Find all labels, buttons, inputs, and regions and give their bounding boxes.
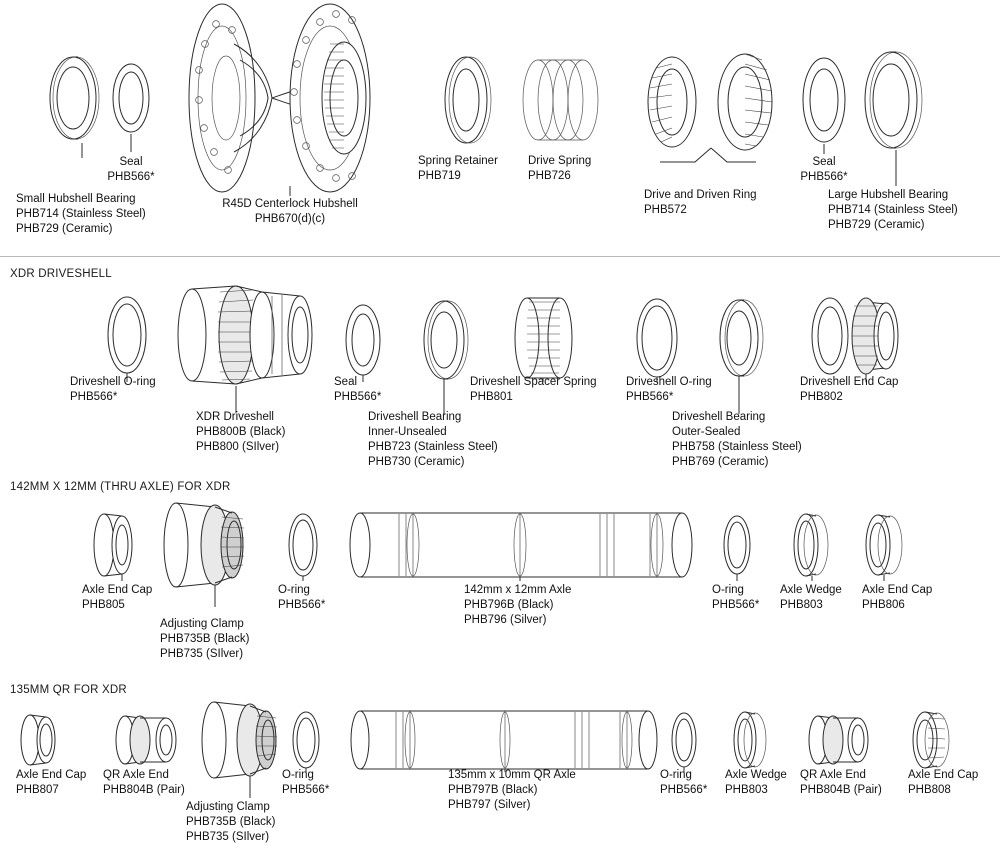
hubshell-art	[189, 4, 370, 192]
section-divider-1	[0, 256, 1000, 257]
leader-drive-ring-b	[711, 148, 756, 162]
caption-driveshell-seal	[334, 375, 381, 405]
caption-line: PHB796B (Black)	[464, 599, 554, 611]
caption-line: PHB803	[780, 599, 823, 611]
caption-small-hubshell-bearing	[16, 192, 146, 237]
caption-line: PHB735 (SIlver)	[186, 831, 270, 843]
caption-line: Axle Wedge	[780, 584, 842, 596]
caption-line: PHB566*	[626, 391, 674, 403]
caption-line: PHB801	[470, 391, 513, 403]
spring-retainer-art	[445, 57, 491, 143]
caption-line: PHB572	[644, 204, 687, 216]
caption-line: PHB800 (SIlver)	[196, 441, 280, 453]
caption-line: Driveshell Bearing	[672, 411, 766, 423]
caption-line: PHB808	[908, 784, 951, 796]
caption-line: Driveshell O-ring	[70, 376, 156, 388]
oring-left-art-s4	[293, 712, 319, 768]
caption-axle-wedge-s4	[725, 768, 787, 798]
caption-driveshell-oring-right	[626, 375, 712, 405]
driveshell-seal-art	[346, 305, 380, 375]
caption-line: Inner-Unsealed	[368, 426, 447, 438]
caption-large-hubshell-bearing	[828, 188, 958, 233]
caption-line: PHB726	[528, 170, 571, 182]
caption-line: PHB566*	[334, 391, 382, 403]
caption-line: Axle End Cap	[862, 584, 933, 596]
caption-line: Adjusting Clamp	[160, 618, 244, 630]
section-title-xdr-driveshell: XDR DRIVESHELL	[10, 268, 112, 280]
caption-line: 142mm x 12mm Axle	[464, 584, 572, 596]
caption-drive-spring	[528, 154, 591, 184]
xdr-driveshell-art	[178, 286, 312, 384]
caption-line: PHB735 (SIlver)	[160, 648, 244, 660]
caption-line: Driveshell End Cap	[800, 376, 899, 388]
caption-line: Drive Spring	[528, 155, 592, 167]
caption-line: R45D Centerlock Hubshell	[222, 198, 358, 210]
driveshell-spacer-spring-art	[515, 298, 572, 378]
axle-end-cap-left-art	[94, 514, 132, 576]
caption-line: XDR Driveshell	[196, 411, 274, 423]
caption-line: PHB730 (Ceramic)	[368, 456, 465, 468]
caption-axle-wedge-s3	[780, 583, 842, 613]
caption-oring-right-s3	[712, 583, 759, 613]
caption-axle-end-cap-left-s3	[82, 583, 152, 613]
caption-hubshell	[222, 197, 358, 227]
caption-oring-left-s3	[278, 583, 325, 613]
caption-line: PHB806	[862, 599, 905, 611]
caption-line: PHB735B (Black)	[186, 816, 276, 828]
caption-line: Seal	[334, 376, 358, 388]
caption-axle-end-cap-right-s4	[908, 768, 978, 798]
caption-line: PHB723 (Stainless Steel)	[368, 441, 498, 453]
caption-axle-end-cap-left-s4	[16, 768, 86, 798]
qr-axle-end-left-art	[116, 716, 176, 764]
caption-driveshell-bearing-inner	[368, 410, 498, 470]
caption-line: PHB803	[725, 784, 768, 796]
caption-drive-driven-ring	[644, 188, 757, 218]
caption-line: Spring Retainer	[418, 155, 498, 167]
caption-line: PHB800B (Black)	[196, 426, 286, 438]
driveshell-oring-right-art	[637, 299, 677, 377]
caption-line: PHB566*	[712, 599, 760, 611]
caption-line: Seal	[119, 156, 143, 168]
caption-oring-left-s4	[282, 768, 329, 798]
caption-qr-axle-end-right	[800, 768, 882, 798]
caption-axle-end-cap-right-s3	[862, 583, 932, 613]
caption-adjusting-clamp-s3	[160, 617, 249, 662]
drive-spring-art	[523, 60, 598, 140]
caption-line: PHB719	[418, 170, 461, 182]
small-hubshell-bearing-art	[50, 57, 99, 139]
caption-line: PHB804B (Pair)	[103, 784, 185, 796]
section-title-142-axle: 142MM X 12MM (THRU AXLE) FOR XDR	[10, 481, 231, 493]
axle-wedge-art-s3	[794, 514, 828, 576]
caption-line: Axle End Cap	[16, 769, 87, 781]
caption-axle-142	[464, 583, 571, 628]
caption-line: O-ring	[278, 584, 310, 596]
caption-xdr-driveshell	[196, 410, 285, 455]
caption-seal-left	[107, 155, 154, 185]
axle-135-art	[351, 711, 657, 769]
caption-line: Driveshell Spacer Spring	[470, 376, 597, 388]
oring-right-art-s3	[724, 516, 750, 574]
caption-line: Small Hubshell Bearing	[16, 193, 136, 205]
caption-line: PHB729 (Ceramic)	[828, 219, 925, 231]
driveshell-end-cap-art	[812, 298, 898, 374]
driveshell-bearing-outer-art	[720, 300, 763, 376]
caption-line: PHB807	[16, 784, 59, 796]
caption-line: Axle End Cap	[82, 584, 153, 596]
caption-spring-retainer	[418, 154, 498, 184]
caption-line: 135mm x 10mm QR Axle	[448, 769, 576, 781]
caption-line: PHB566*	[70, 391, 118, 403]
caption-line: Axle End Cap	[908, 769, 979, 781]
caption-adjusting-clamp-s4	[186, 800, 275, 845]
caption-line: O-ring	[660, 769, 692, 781]
caption-line: Outer-Sealed	[672, 426, 741, 438]
caption-axle-135	[448, 768, 576, 813]
caption-line: Driveshell O-ring	[626, 376, 712, 388]
section3-artwork	[0, 495, 1000, 665]
caption-line: PHB566*	[278, 599, 326, 611]
axle-end-cap-right-art-s4	[913, 712, 949, 768]
caption-line: PHB566*	[800, 171, 848, 183]
caption-line: Adjusting Clamp	[186, 801, 270, 813]
caption-line: PHB804B (Pair)	[800, 784, 882, 796]
qr-axle-end-right-art	[809, 716, 868, 764]
caption-line: Drive and Driven Ring	[644, 189, 757, 201]
caption-line: PHB797 (Silver)	[448, 799, 531, 811]
caption-line: PHB714 (Stainless Steel)	[828, 204, 958, 216]
seal-left-art	[113, 64, 149, 132]
caption-driveshell-spacer-spring	[470, 375, 597, 405]
caption-line: PHB566*	[107, 171, 155, 183]
caption-line: PHB802	[800, 391, 843, 403]
adjusting-clamp-art	[164, 503, 244, 587]
caption-line: Driveshell Bearing	[368, 411, 462, 423]
caption-line: PHB735B (Black)	[160, 633, 250, 645]
adjusting-clamp-art-s4	[202, 702, 277, 778]
caption-line: PHB805	[82, 599, 125, 611]
leader-drive-ring-a	[660, 148, 711, 162]
driveshell-bearing-inner-art	[424, 301, 468, 379]
caption-oring-right-s4	[660, 768, 707, 798]
caption-line: QR Axle End	[103, 769, 169, 781]
large-hubshell-bearing-art	[865, 52, 922, 148]
oring-right-art-s4	[672, 713, 696, 767]
driveshell-oring-left-art	[108, 297, 146, 373]
caption-driveshell-end-cap	[800, 375, 898, 405]
axle-end-cap-left-art-s4	[21, 715, 55, 765]
seal-right-art	[803, 58, 845, 142]
caption-seal-right	[800, 155, 847, 185]
caption-line: PHB566*	[660, 784, 708, 796]
caption-driveshell-oring-left	[70, 375, 156, 405]
caption-line: PHB566*	[282, 784, 330, 796]
caption-line: O-ring	[282, 769, 314, 781]
caption-line: PHB758 (Stainless Steel)	[672, 441, 802, 453]
caption-line: PHB670(d)(c)	[254, 213, 326, 225]
drive-driven-ring-art	[648, 54, 772, 150]
caption-line: PHB769 (Ceramic)	[672, 456, 769, 468]
caption-line: O-ring	[712, 584, 744, 596]
caption-line: Large Hubshell Bearing	[828, 189, 949, 201]
oring-left-art-s3	[289, 514, 317, 576]
caption-line: Axle Wedge	[725, 769, 787, 781]
caption-driveshell-bearing-outer	[672, 410, 802, 470]
caption-line: PHB796 (Silver)	[464, 614, 547, 626]
caption-qr-axle-end-left	[103, 768, 185, 798]
caption-line: QR Axle End	[800, 769, 866, 781]
caption-line: PHB797B (Black)	[448, 784, 538, 796]
caption-line: PHB729 (Ceramic)	[16, 223, 113, 235]
section-title-135-qr: 135MM QR FOR XDR	[10, 684, 127, 696]
axle-wedge-art-s4	[734, 712, 766, 768]
caption-line: Seal	[812, 156, 836, 168]
axle-142-art	[350, 513, 692, 577]
axle-end-cap-right-art-s3	[866, 515, 902, 575]
caption-line: PHB714 (Stainless Steel)	[16, 208, 146, 220]
